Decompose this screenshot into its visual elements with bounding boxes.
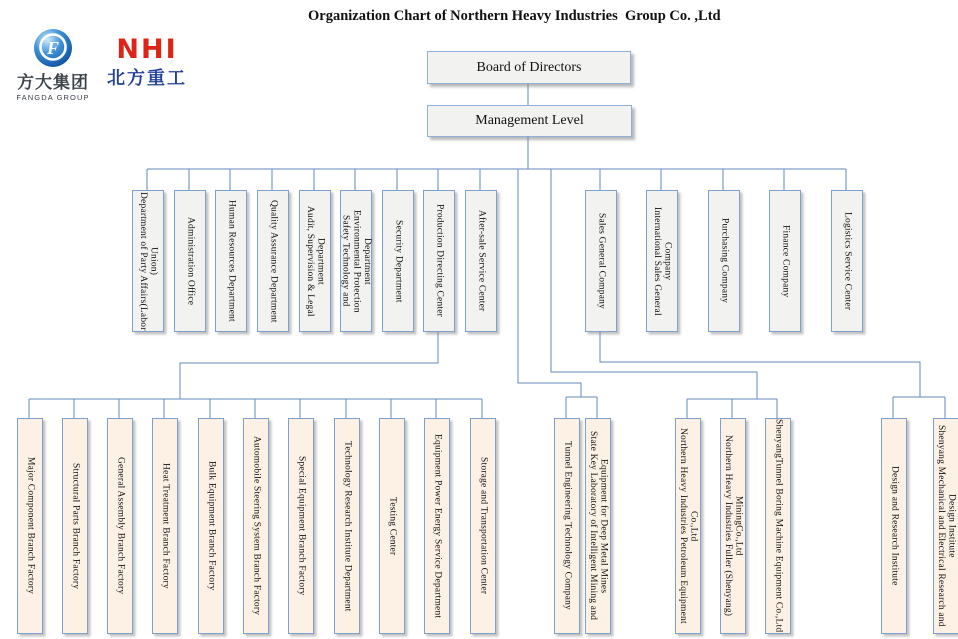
org-node: [257, 190, 289, 332]
org-node: [708, 190, 740, 332]
org-node: [62, 418, 88, 634]
org-node: [585, 418, 611, 634]
svg-text:F: F: [46, 38, 60, 58]
org-node-label: After-sale Service Center: [476, 210, 487, 312]
org-node-label: Major Component Branch Factory: [25, 457, 36, 595]
org-node-label: Heat Treatment Branch Factory: [160, 463, 171, 589]
org-node-label: Department of Party Affairs(Labor Union): [138, 191, 159, 331]
org-node: [554, 418, 580, 634]
fangda-logo-english: FANGDA GROUP: [16, 93, 90, 102]
org-node-label: Finance Company: [780, 224, 791, 298]
org-node: [646, 190, 678, 332]
org-node: [720, 418, 746, 634]
org-node-label: Purchasing Company: [719, 218, 730, 304]
org-node: [340, 190, 372, 332]
nhi-logo: [99, 36, 195, 90]
org-node-label: Quality Assurance Department: [268, 199, 279, 323]
org-node: [831, 190, 863, 332]
org-node-label: State Key Laboratory of Intelligent Mining and Equipment for Deep Metal Mines: [588, 431, 609, 621]
connector-department-rail: [147, 169, 846, 190]
org-node: [152, 418, 178, 634]
fangda-logo-chinese: 方大集团: [17, 73, 89, 93]
connector-production-units: [29, 330, 482, 418]
org-node: [215, 190, 247, 332]
org-node-label: Northern Heavy Industries Fuller (Shenyang) MiningCo.,Ltd: [723, 435, 744, 617]
org-node: [585, 190, 617, 332]
org-node: [379, 418, 405, 634]
org-node-label: Tunnel Engineering Technology Company: [562, 441, 573, 611]
org-node: [107, 418, 133, 634]
org-node: [769, 190, 801, 332]
org-node-label: Automobile Steering System Branch Factory: [251, 436, 262, 616]
org-node-label: General Assembly Branch Factory: [115, 457, 126, 595]
org-node: [423, 190, 455, 332]
org-node-label: Audit, Supervision & Legal Department: [305, 205, 326, 317]
org-node: [675, 418, 701, 634]
org-node-label: ShenyangTunnel Boring Machine Equipment Co.,Ltd: [773, 419, 784, 633]
org-node: [382, 190, 414, 332]
org-node-label: Human Resources Department: [226, 200, 237, 322]
org-node-label: Testing Center: [387, 496, 398, 556]
org-node-label: Board of Directors: [476, 59, 582, 75]
org-node: [470, 418, 496, 634]
org-node-label: Sales General Company: [596, 212, 607, 309]
org-node-label: Special Equipment Branch Factory: [296, 456, 307, 596]
org-node: [17, 418, 43, 634]
nhi-logo-chinese: 北方重工: [107, 68, 187, 89]
nhi-wordmark: NHI: [116, 34, 178, 65]
org-node-label: Shenyang Mechanical and Electrical Research and Design Institute: [936, 425, 957, 627]
fangda-logo: [10, 28, 96, 102]
org-node-label: Technology Research Institute Department: [342, 440, 353, 612]
org-node: [765, 418, 791, 634]
org-node: [288, 418, 314, 634]
page-title: Organization Chart of Northern Heavy Industries Group Co. ,Ltd: [308, 8, 721, 24]
org-node: [198, 418, 224, 634]
org-node-label: Storage and Transportation Center: [478, 457, 489, 595]
org-node: [465, 190, 497, 332]
org-node-label: Design and Research Institute: [889, 466, 900, 586]
org-node: [299, 190, 331, 332]
org-node-label: Safety Technology and Environmental Protection Department: [340, 209, 372, 313]
org-node: [174, 190, 206, 332]
org-node-management: [427, 105, 632, 137]
org-node: [881, 418, 907, 634]
org-node-label: Structural Parts Branch Factory: [70, 462, 81, 590]
org-node: [132, 190, 164, 332]
org-node-label: Equipment Power Energy Service Department: [432, 433, 443, 619]
org-node: [243, 418, 269, 634]
org-node-label: Bulk Equipment Branch Factory: [206, 461, 217, 591]
org-node-label: Security Department: [393, 219, 404, 303]
org-node: [933, 418, 958, 634]
org-node-label: Management Level: [475, 113, 584, 128]
org-node: [424, 418, 450, 634]
connector-research-institutes: [600, 330, 945, 418]
org-node-label: Administration Office: [185, 216, 196, 306]
org-node-label: Northern Heavy Industries Petroleum Equipment Co.,Ltd: [678, 428, 699, 624]
org-node-board: [427, 51, 631, 84]
org-node-label: Production Directing Center: [434, 204, 445, 318]
org-node-label: Logistics Service Center: [842, 211, 853, 311]
org-node-label: International Sales General Company: [652, 206, 673, 316]
org-node: [334, 418, 360, 634]
fangda-logo-icon: [33, 28, 73, 68]
